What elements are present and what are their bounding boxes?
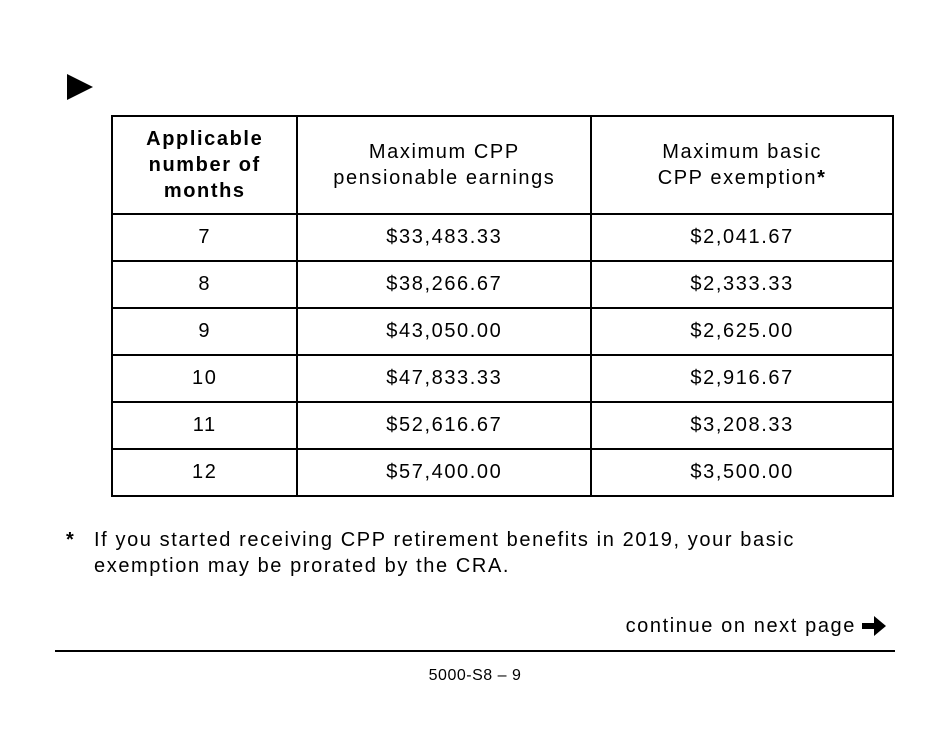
table-header-row	[112, 116, 893, 214]
pointer-triangle-icon	[66, 73, 94, 101]
footnote	[66, 527, 886, 579]
header-exemption-line1: Maximum basic	[662, 141, 822, 163]
header-max-basic-exemption	[591, 116, 893, 214]
footnote-line1: If you started receiving CPP retirement benefits in 2019, your basic	[94, 529, 795, 551]
header-months-line2: number of	[148, 154, 261, 176]
header-max-pensionable-earnings	[297, 116, 591, 214]
header-exemption-asterisk: *	[817, 167, 827, 189]
table-row	[112, 355, 893, 402]
table-row	[112, 308, 893, 355]
header-exemption-line2: CPP exemption	[657, 167, 818, 189]
cell-exemption: $3,208.33	[591, 402, 893, 449]
cpp-earnings-table	[111, 115, 894, 497]
cell-exemption: $2,333.33	[591, 261, 893, 308]
continue-next-page	[626, 614, 888, 638]
cell-months: 7	[112, 214, 297, 261]
cell-earnings: $47,833.33	[297, 355, 591, 402]
header-earnings-line2: pensionable earnings	[333, 167, 556, 189]
right-arrow-icon	[860, 614, 888, 638]
cell-exemption: $3,500.00	[591, 449, 893, 496]
footer-divider	[55, 650, 895, 652]
cell-months: 11	[112, 402, 297, 449]
header-months-line3: months	[163, 180, 246, 202]
table-row	[112, 402, 893, 449]
cell-earnings: $33,483.33	[297, 214, 591, 261]
cell-exemption: $2,916.67	[591, 355, 893, 402]
cell-exemption: $2,041.67	[591, 214, 893, 261]
table-row	[112, 449, 893, 496]
continue-label: continue on next page	[625, 614, 856, 637]
cell-earnings: $52,616.67	[297, 402, 591, 449]
cell-earnings: $57,400.00	[297, 449, 591, 496]
cell-exemption: $2,625.00	[591, 308, 893, 355]
footnote-asterisk: *	[66, 529, 76, 551]
header-exemption-line2-wrap	[592, 165, 892, 191]
cell-months: 10	[112, 355, 297, 402]
table-row	[112, 261, 893, 308]
header-months-line1: Applicable	[146, 128, 264, 150]
table-row	[112, 214, 893, 261]
page-number: 5000-S8 – 9	[428, 667, 522, 684]
cell-months: 12	[112, 449, 297, 496]
cell-months: 9	[112, 308, 297, 355]
header-earnings-line1: Maximum CPP	[368, 141, 520, 163]
cell-earnings: $43,050.00	[297, 308, 591, 355]
cell-earnings: $38,266.67	[297, 261, 591, 308]
footnote-line2: exemption may be prorated by the CRA.	[94, 555, 511, 577]
header-applicable-months	[112, 116, 297, 214]
cell-months: 8	[112, 261, 297, 308]
